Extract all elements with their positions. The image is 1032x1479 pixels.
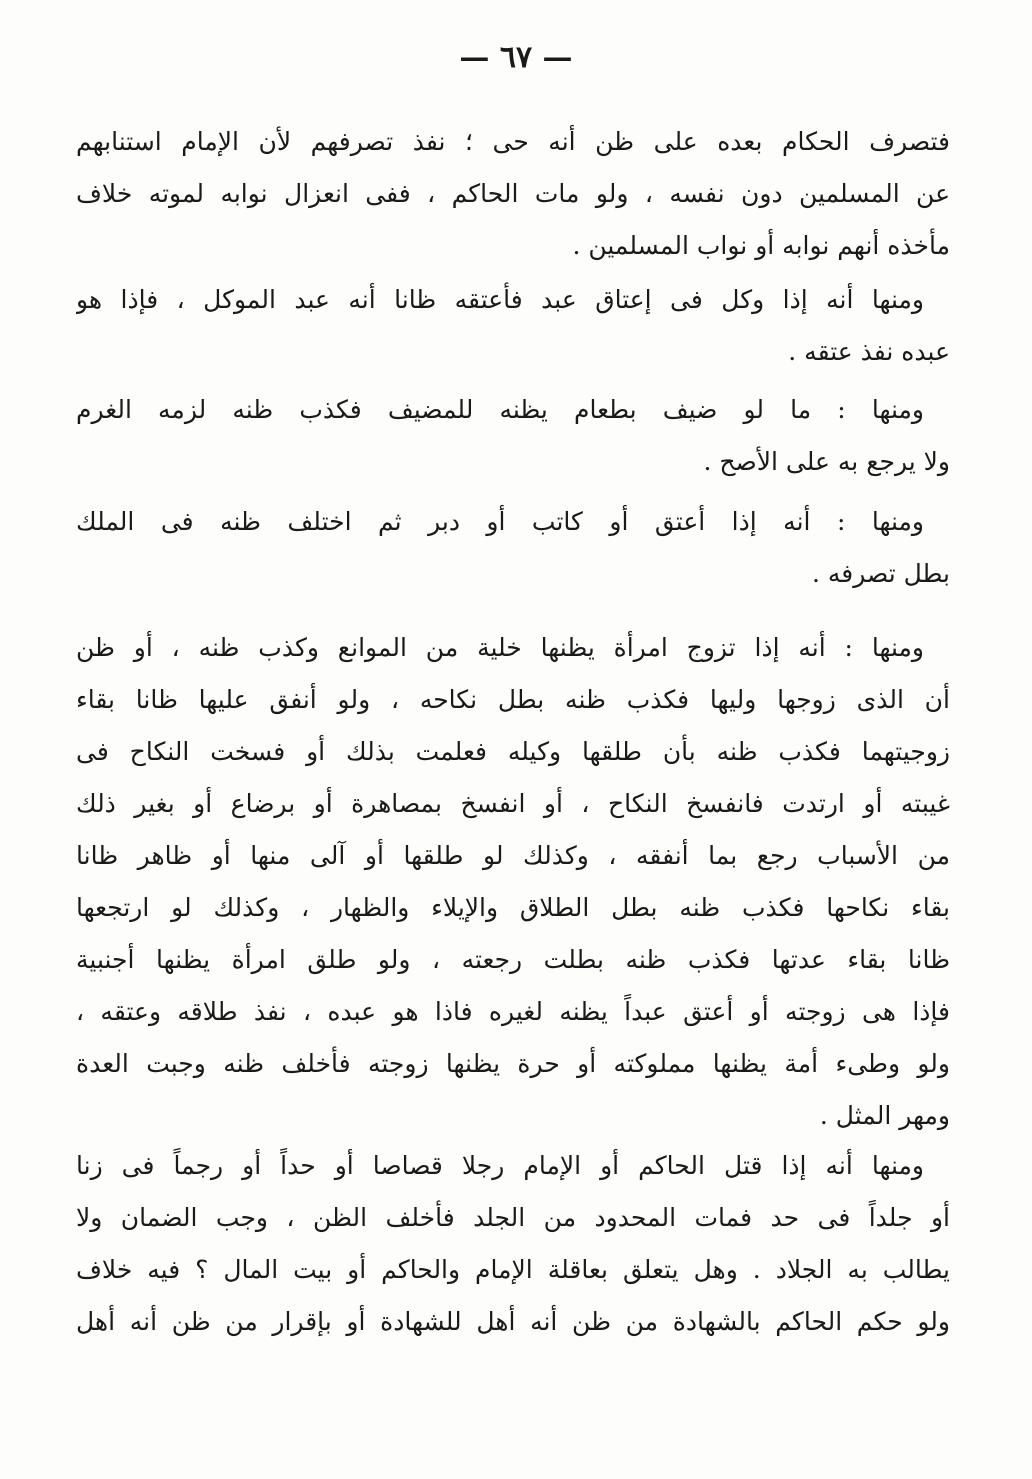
text-line: عبده نفذ عتقه . [788,337,950,366]
text-line: ومنها : أنه إذا تزوج امرأة يظنها خلية من الموانع وكذب ظنه ، أو ظن [76,633,924,662]
text-line: ومنها : ما لو ضيف بطعام يظنه للمضيف فكذب ظنه لزمه الغرم [76,395,924,424]
paragraph-6 [76,1140,950,1348]
paragraph-2 [76,274,950,378]
text-line: ولو حكم الحاكم بالشهادة من ظن أنه أهل للشهادة أو بإقرار من ظن أنه أهل [76,1307,950,1336]
text-line: ومهر المثل . [819,1101,950,1130]
text-line: أو جلداً فى حد فمات المحدود من الجلد فأخلف الظن ، وجب الضمان ولا [76,1203,950,1232]
page-number: — ٦٧ — [459,40,573,75]
text-line: ظانا بقاء عدتها فكذب ظنه بطلت رجعته ، ولو طلق امرأة يظنها أجنبية [76,945,950,974]
text-line: يطالب به الجلاد . وهل يتعلق بعاقلة الإمام والحاكم أو بيت المال ؟ فيه خلاف [76,1255,950,1284]
text-line: ومنها : أنه إذا أعتق أو كاتب أو دبر ثم اختلف ظنه فى الملك [76,507,924,536]
paragraph-5 [76,622,950,1142]
text-line: زوجيتهما فكذب ظنه بأن طلقها وكيله فعلمت بذلك أو فسخت النكاح فى [76,737,950,766]
paragraph-1 [76,116,950,272]
text-line: أن الذى زوجها وليها فكذب ظنه بطل نكاحه ، ولو أنفق عليها ظانا بقاء [76,685,950,714]
text-line: غيبته أو ارتدت فانفسخ النكاح ، أو انفسخ بمصاهرة أو برضاع أو بغير ذلك [76,789,950,818]
text-line: مأخذه أنهم نوابه أو نواب المسلمين . [572,231,950,260]
text-line: ومنها أنه إذا قتل الحاكم أو الإمام رجلا قصاصا أو حداً أو رجماً فى زنا [76,1151,924,1180]
paragraph-3 [76,384,950,488]
text-line: بقاء نكاحها فكذب ظنه بطل الطلاق والإيلاء والظهار ، وكذلك لو ارتجعها [76,893,950,922]
paragraph-4 [76,496,950,600]
text-line: عن المسلمين دون نفسه ، ولو مات الحاكم ، ففى انعزال نوابه لموته خلاف [76,179,950,208]
text-line: ولا يرجع به على الأصح . [703,447,950,476]
text-line: من الأسباب رجع بما أنفقه ، وكذلك لو طلقها أو آلى منها أو ظاهر ظانا [76,841,950,870]
text-line: ولو وطىء أمة يظنها مملوكته أو حرة يظنها زوجته فأخلف ظنه وجبت العدة [76,1049,950,1078]
text-line: فتصرف الحكام بعده على ظن أنه حى ؛ نفذ تصرفهم لأن الإمام استنابهم [76,127,950,156]
text-line: بطل تصرفه . [811,559,950,588]
text-line: فإذا هى زوجته أو أعتق عبداً يظنه لغيره فاذا هو عبده ، نفذ طلاقه وعتقه ، [76,997,950,1026]
text-line: ومنها أنه إذا وكل فى إعتاق عبد فأعتقه ظانا أنه عبد الموكل ، فإذا هو [76,285,924,314]
